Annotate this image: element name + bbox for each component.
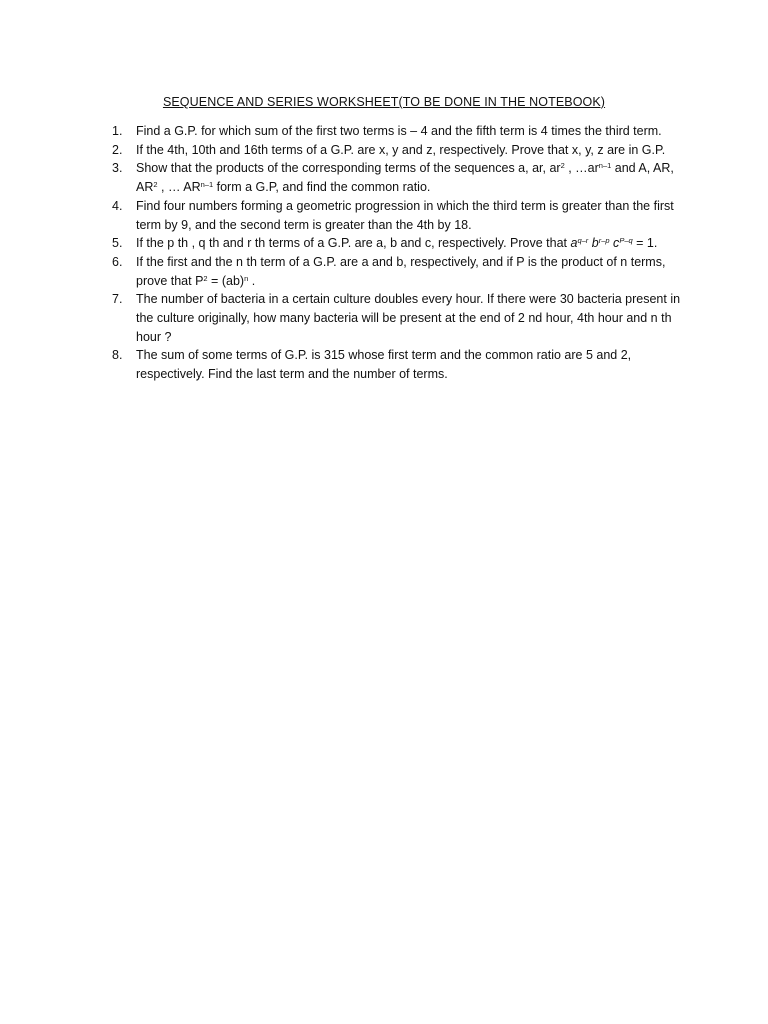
exponent: 2 <box>560 161 565 171</box>
question-text-part: = (ab) <box>207 273 245 288</box>
question-item-1 <box>112 122 682 141</box>
question-number: 6. <box>112 254 123 269</box>
question-text-part: If the first and the n th term of a G.P. are a and b, respectively, and if P is the product of n terms, prove that P <box>136 254 666 288</box>
exponent: n–1 <box>200 180 214 190</box>
exponent: 2 <box>153 180 158 190</box>
math-base: a <box>570 236 578 251</box>
question-text-part: , …ar <box>564 161 599 176</box>
question-item-5 <box>112 234 682 253</box>
question-text: The sum of some terms of G.P. is 315 whose first term and the common ratio are 5 and 2, respectively. Find the last term and the number of terms. <box>136 348 632 382</box>
question-number: 1. <box>112 124 123 138</box>
question-text: If the 4th, 10th and 16th terms of a G.P. are x, y and z, respectively. Prove that x, y, z are in G.P. <box>136 142 666 157</box>
exponent: r–p <box>598 236 610 246</box>
exponent: n–1 <box>598 161 612 171</box>
question-item-6 <box>112 253 682 290</box>
question-list <box>112 122 682 384</box>
question-number: 8. <box>112 348 123 363</box>
question-text <box>136 234 682 253</box>
question-text-part: and A, AR, AR <box>136 161 674 195</box>
question-item-2 <box>112 141 682 160</box>
question-text-part: If the p th , q th and r th terms of a G.P. are a, b and c, respectively. Prove that <box>136 236 571 251</box>
question-number: 7. <box>112 292 123 307</box>
question-text <box>136 159 682 196</box>
question-number: 5. <box>112 236 123 251</box>
math-base: b <box>588 236 599 251</box>
math-base: c <box>609 236 620 251</box>
question-text-part: . <box>248 273 256 288</box>
exponent: 2 <box>203 273 208 283</box>
exponent: n <box>244 273 249 283</box>
question-text: Find four numbers forming a geometric progression in which the third term is greater than the first term by 9, and the second term is greater than the 4th by 18. <box>136 198 674 232</box>
question-text: Find a G.P. for which sum of the first two terms is – 4 and the fifth term is 4 times the third term. <box>136 124 662 138</box>
question-text: The number of bacteria in a certain culture doubles every hour. If there were 30 bacteria present in the culture originally, how many bacteria will be present at the end of 2 nd hour, 4th hour and n th hour ? <box>136 292 681 344</box>
question-item-8 <box>112 346 682 383</box>
question-number: 2. <box>112 142 123 157</box>
question-text-part: Show that the products of the corresponding terms of the sequences a, ar, ar <box>136 161 561 176</box>
question-number: 4. <box>112 198 123 213</box>
question-text <box>136 253 682 290</box>
question-item-3 <box>112 159 682 196</box>
exponent: q–r <box>577 236 589 246</box>
question-text-part: = 1. <box>632 236 658 251</box>
exponent: P–q <box>619 236 633 246</box>
question-item-7 <box>112 290 682 346</box>
page-title: SEQUENCE AND SERIES WORKSHEET(TO BE DONE IN THE NOTEBOOK) <box>162 95 606 109</box>
question-text-part: form a G.P, and find the common ratio. <box>213 180 431 195</box>
question-number: 3. <box>112 161 123 176</box>
question-item-4 <box>112 197 682 234</box>
question-text-part: , … AR <box>157 180 201 195</box>
